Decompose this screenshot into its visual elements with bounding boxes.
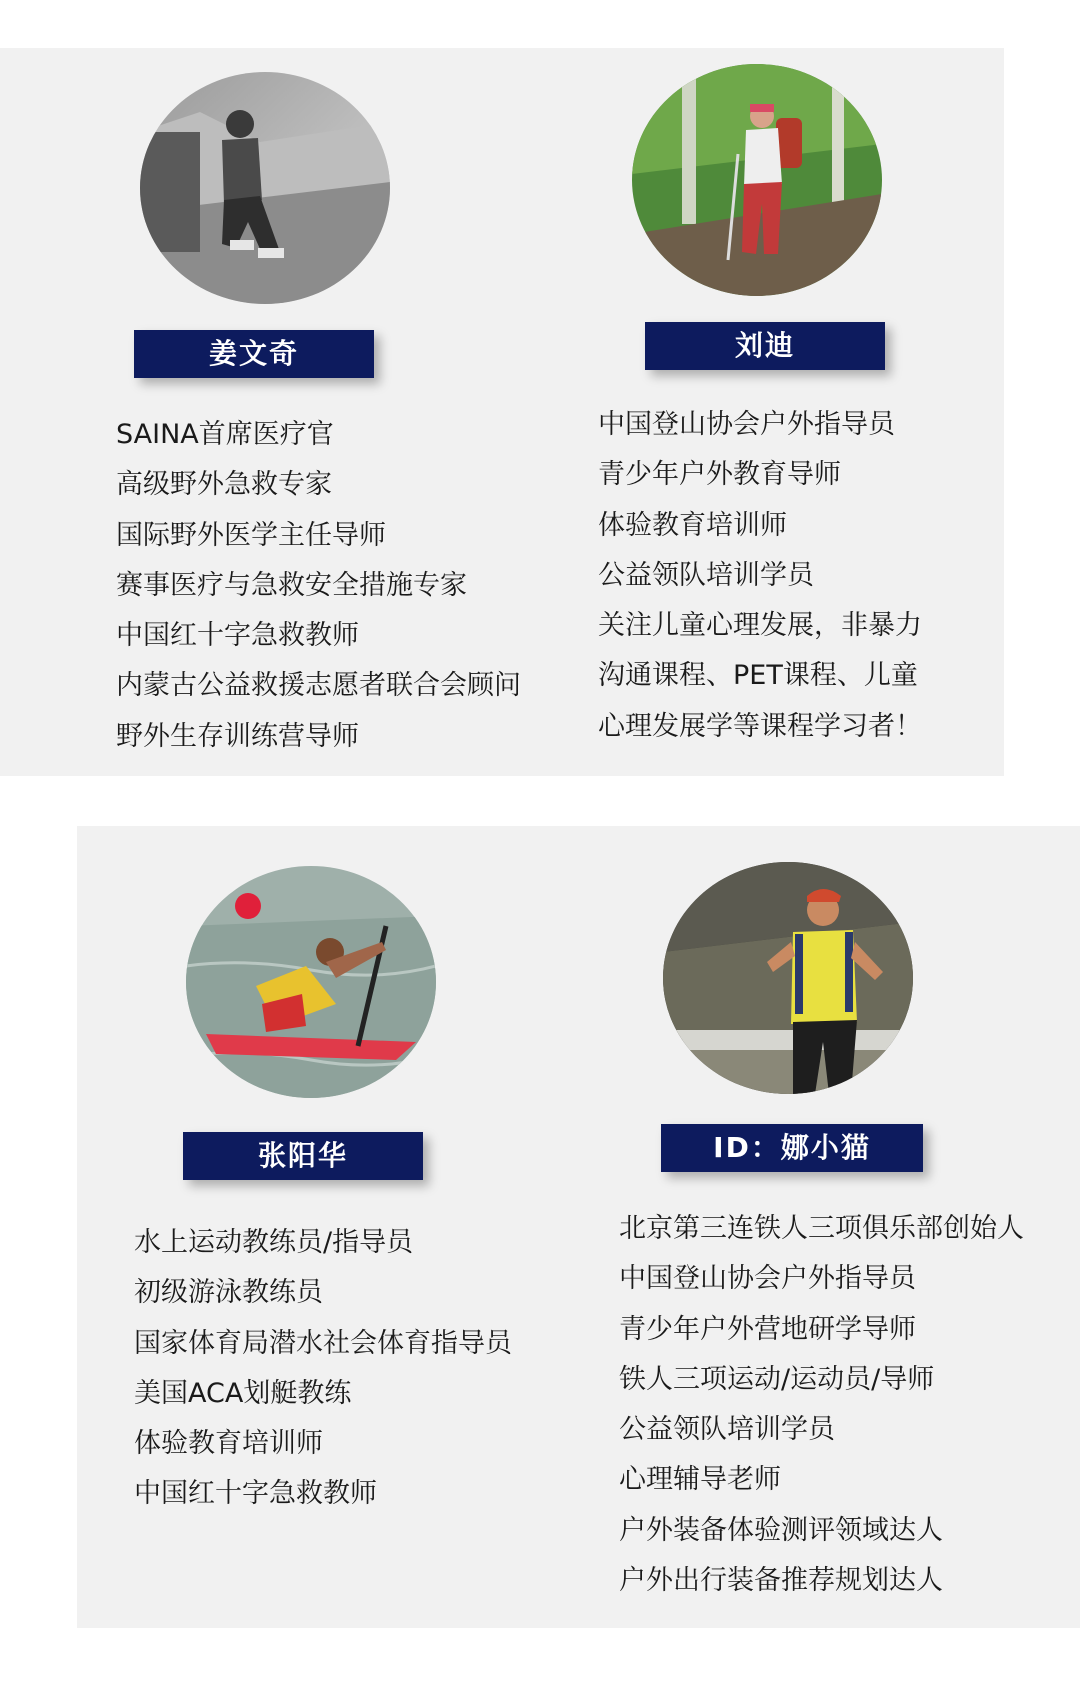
title-item: 中国红十字急救教师: [116, 620, 359, 652]
title-list: [134, 1218, 512, 1520]
title-item: 高级野外急救专家: [116, 469, 332, 501]
title-item: 公益领队培训学员: [619, 1414, 835, 1446]
title-item: 体验教育培训师: [134, 1428, 323, 1460]
title-list: [619, 1204, 1024, 1606]
title-item: 户外出行装备推荐规划达人: [619, 1565, 943, 1597]
title-item: 初级游泳教练员: [134, 1277, 323, 1309]
title-item: 北京第三连铁人三项俱乐部创始人: [619, 1213, 1024, 1244]
title-list: [116, 410, 521, 762]
avatar-photo-liu: [632, 64, 882, 296]
avatar-photo-na: [663, 862, 913, 1094]
title-item: 水上运动教练员/指导员: [134, 1227, 414, 1258]
title-item: 户外装备体验测评领域达人: [619, 1514, 943, 1546]
avatar-photo-jiang: [140, 72, 390, 304]
title-item: 心理发展学等课程学习者！: [598, 710, 922, 742]
title-item: 沟通课程、PET课程、儿童: [598, 660, 918, 692]
name-label: 张阳华: [183, 1132, 423, 1180]
title-item: 国家体育局潜水社会体育指导员: [134, 1327, 512, 1359]
title-item: 国际野外医学主任导师: [116, 519, 386, 551]
name-label: 姜文奇: [134, 330, 374, 378]
title-item: 中国登山协会户外指导员: [619, 1263, 916, 1295]
name-label: 刘迪: [645, 322, 885, 370]
title-item: 关注儿童心理发展，非暴力: [598, 610, 922, 642]
title-item: 青少年户外教育导师: [598, 459, 841, 491]
title-item: 中国红十字急救教师: [134, 1478, 377, 1510]
title-item: 内蒙古公益救援志愿者联合会顾问: [116, 670, 521, 702]
title-item: 铁人三项运动/运动员/导师: [619, 1363, 935, 1395]
title-item: 体验教育培训师: [598, 509, 787, 541]
title-item: 青少年户外营地研学导师: [619, 1313, 916, 1345]
title-list: [598, 400, 922, 752]
title-item: 赛事医疗与急救安全措施专家: [116, 569, 467, 601]
title-item: 中国登山协会户外指导员: [598, 409, 895, 440]
title-item: 野外生存训练营导师: [116, 720, 359, 752]
title-item: 心理辅导老师: [619, 1464, 781, 1496]
name-label: ID：娜小猫: [661, 1124, 923, 1172]
avatar-photo-zhang: [186, 866, 436, 1098]
title-item: SAINA首席医疗官: [116, 419, 334, 450]
title-item: 公益领队培训学员: [598, 559, 814, 591]
title-item: 美国ACA划艇教练: [134, 1377, 352, 1409]
